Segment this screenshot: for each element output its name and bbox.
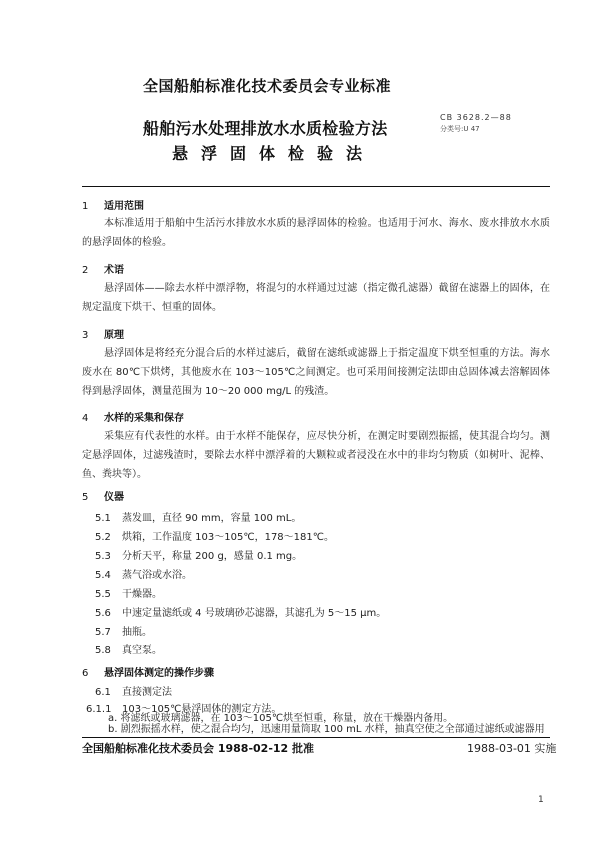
implementation-date: 1988-03-01 实施 [467, 742, 557, 755]
standard-code: CB 3628.2—88 [440, 113, 512, 122]
section-3-paragraph: 悬浮固体是将经充分混合后的水样过滤后，截留在滤纸或滤器上于指定温度下烘至恒重的方法。海水废水在 80℃下烘烤，其他废水在 103～105℃之间测定。也可采用间接测定法即由总固体减去溶解固体得到悬浮固体，测量范围为 10～20 000 mg/L 的残渣。 [82, 348, 550, 397]
footer-rule [82, 737, 550, 738]
header-rule [82, 186, 550, 187]
section-4-paragraph: 采集应有代表性的水样。由于水样不能保存，应尽快分析，在测定时要剧烈振摇，使其混合均匀。测定悬浮固体，过滤残渣时，要除去水样中漂浮着的大颗粒或者浸没在水中的非均匀物质（如树叶、泥棒、鱼、粪块等）。 [82, 431, 550, 480]
section-heading-1: 1 适用范围 [82, 201, 144, 212]
section-heading-5: 5 仪器 [82, 492, 124, 503]
list-item: 5.1 蒸发皿，直径 90 mm，容量 100 mL。 [95, 513, 302, 524]
step-b: b. 剧烈振摇水样，使之混合均匀，迅速用量筒取 100 mL 水样，抽真空使之全部通过滤纸或滤器用 [108, 724, 545, 735]
list-item: 5.2 烘箱，工作温度 103～105℃，178～181℃。 [95, 532, 334, 543]
document-subtitle: 悬浮固体检验法 [172, 144, 376, 163]
approval-note: 全国船舶标准化技术委员会 1988-02-12 批准 [82, 742, 315, 755]
page-number: 1 [538, 795, 544, 805]
section-heading-6: 6 悬浮固体测定的操作步骤 [82, 668, 214, 679]
list-item: 5.5 干燥器。 [95, 589, 162, 600]
section-heading-2: 2 术语 [82, 265, 124, 276]
committee-line: 全国船舶标准化技术委员会专业标准 [143, 77, 392, 95]
section-1-paragraph: 本标准适用于船舶中生活污水排放水水质的悬浮固体的检验。也适用于河水、海水、废水排放水水质的悬浮固体的检验。 [82, 218, 550, 248]
classification-code: 分类号:U 47 [440, 125, 480, 133]
list-item: 6.1.1 103～105℃悬浮固体的测定方法。 [86, 704, 282, 715]
list-item: 5.8 真空泵。 [95, 645, 162, 656]
list-item: 6.1 直接测定法 [95, 687, 172, 698]
list-item: 5.6 中速定量滤纸或 4 号玻璃砂芯滤器，其滤孔为 5～15 μm。 [95, 608, 387, 619]
list-item: 5.4 蒸气浴或水浴。 [95, 570, 192, 581]
list-item: 5.7 抽瓶。 [95, 627, 152, 638]
step-a: a. 将滤纸或玻璃滤器，在 103～105℃烘至恒重，称量，放在干燥器内备用。 [108, 713, 454, 724]
section-heading-3: 3 原理 [82, 330, 124, 341]
document-title: 船舶污水处理排放水水质检验方法 [143, 119, 388, 138]
section-heading-4: 4 水样的采集和保存 [82, 413, 184, 424]
section-2-paragraph: 悬浮固体——除去水样中漂浮物，将混匀的水样通过过滤（指定微孔滤器）截留在滤器上的固体，在规定温度下烘干、恒重的固体。 [82, 283, 550, 313]
list-item: 5.3 分析天平，称量 200 g，感量 0.1 mg。 [95, 551, 303, 562]
